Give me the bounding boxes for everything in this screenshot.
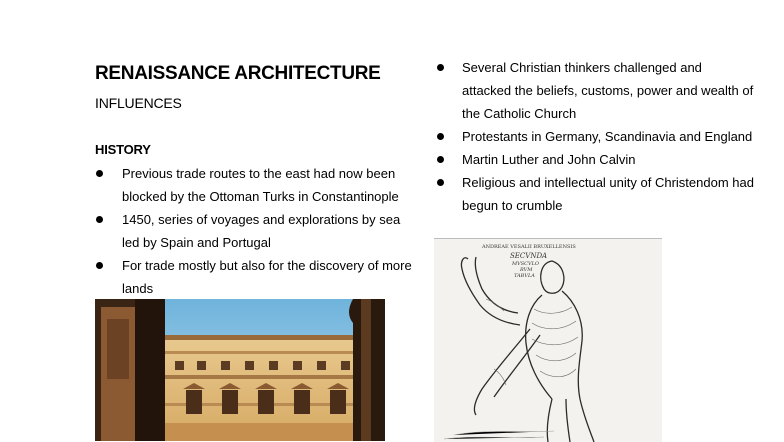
svg-text:ANDREAE VESALII BRUXELLENSIS: ANDREAE VESALII BRUXELLENSIS <box>482 244 576 250</box>
bullet-icon <box>437 133 444 140</box>
bullet-icon <box>437 156 444 163</box>
anatomy-engraving <box>434 238 662 442</box>
bullet-icon <box>437 64 444 71</box>
list-item: Protestants in Germany, Scandinavia and England <box>434 125 754 148</box>
svg-text:MVSCVLO: MVSCVLO <box>512 261 540 267</box>
bullet-icon <box>437 179 444 186</box>
svg-text:TABVLA: TABVLA <box>514 273 535 279</box>
list-item: 1450, series of voyages and explorations by sea led by Spain and Portugal <box>95 208 415 254</box>
courtyard-illustration <box>95 299 385 441</box>
list-item: Martin Luther and John Calvin <box>434 148 754 171</box>
reformation-bullet-list <box>434 56 754 217</box>
section-heading: HISTORY <box>95 142 151 157</box>
slide-subtitle: INFLUENCES <box>95 95 182 111</box>
svg-text:SECVNDA: SECVNDA <box>510 252 548 260</box>
list-item: For trade mostly but also for the discovery of more lands <box>95 254 415 300</box>
bullet-icon <box>96 170 103 177</box>
list-item: Several Christian thinkers challenged and attacked the beliefs, customs, power and wealth of the Catholic Church <box>434 56 754 125</box>
history-bullet-list <box>95 162 415 300</box>
renaissance-courtyard-photo <box>95 299 385 441</box>
list-item: Religious and intellectual unity of Christendom had begun to crumble <box>434 171 754 217</box>
muscle-figure-illustration <box>434 239 662 442</box>
svg-text:RVM: RVM <box>520 267 533 273</box>
bullet-icon <box>96 216 103 223</box>
bullet-icon <box>96 262 103 269</box>
slide-title: RENAISSANCE ARCHITECTURE <box>95 63 381 84</box>
list-item: Previous trade routes to the east had now been blocked by the Ottoman Turks in Constantinople <box>95 162 415 208</box>
